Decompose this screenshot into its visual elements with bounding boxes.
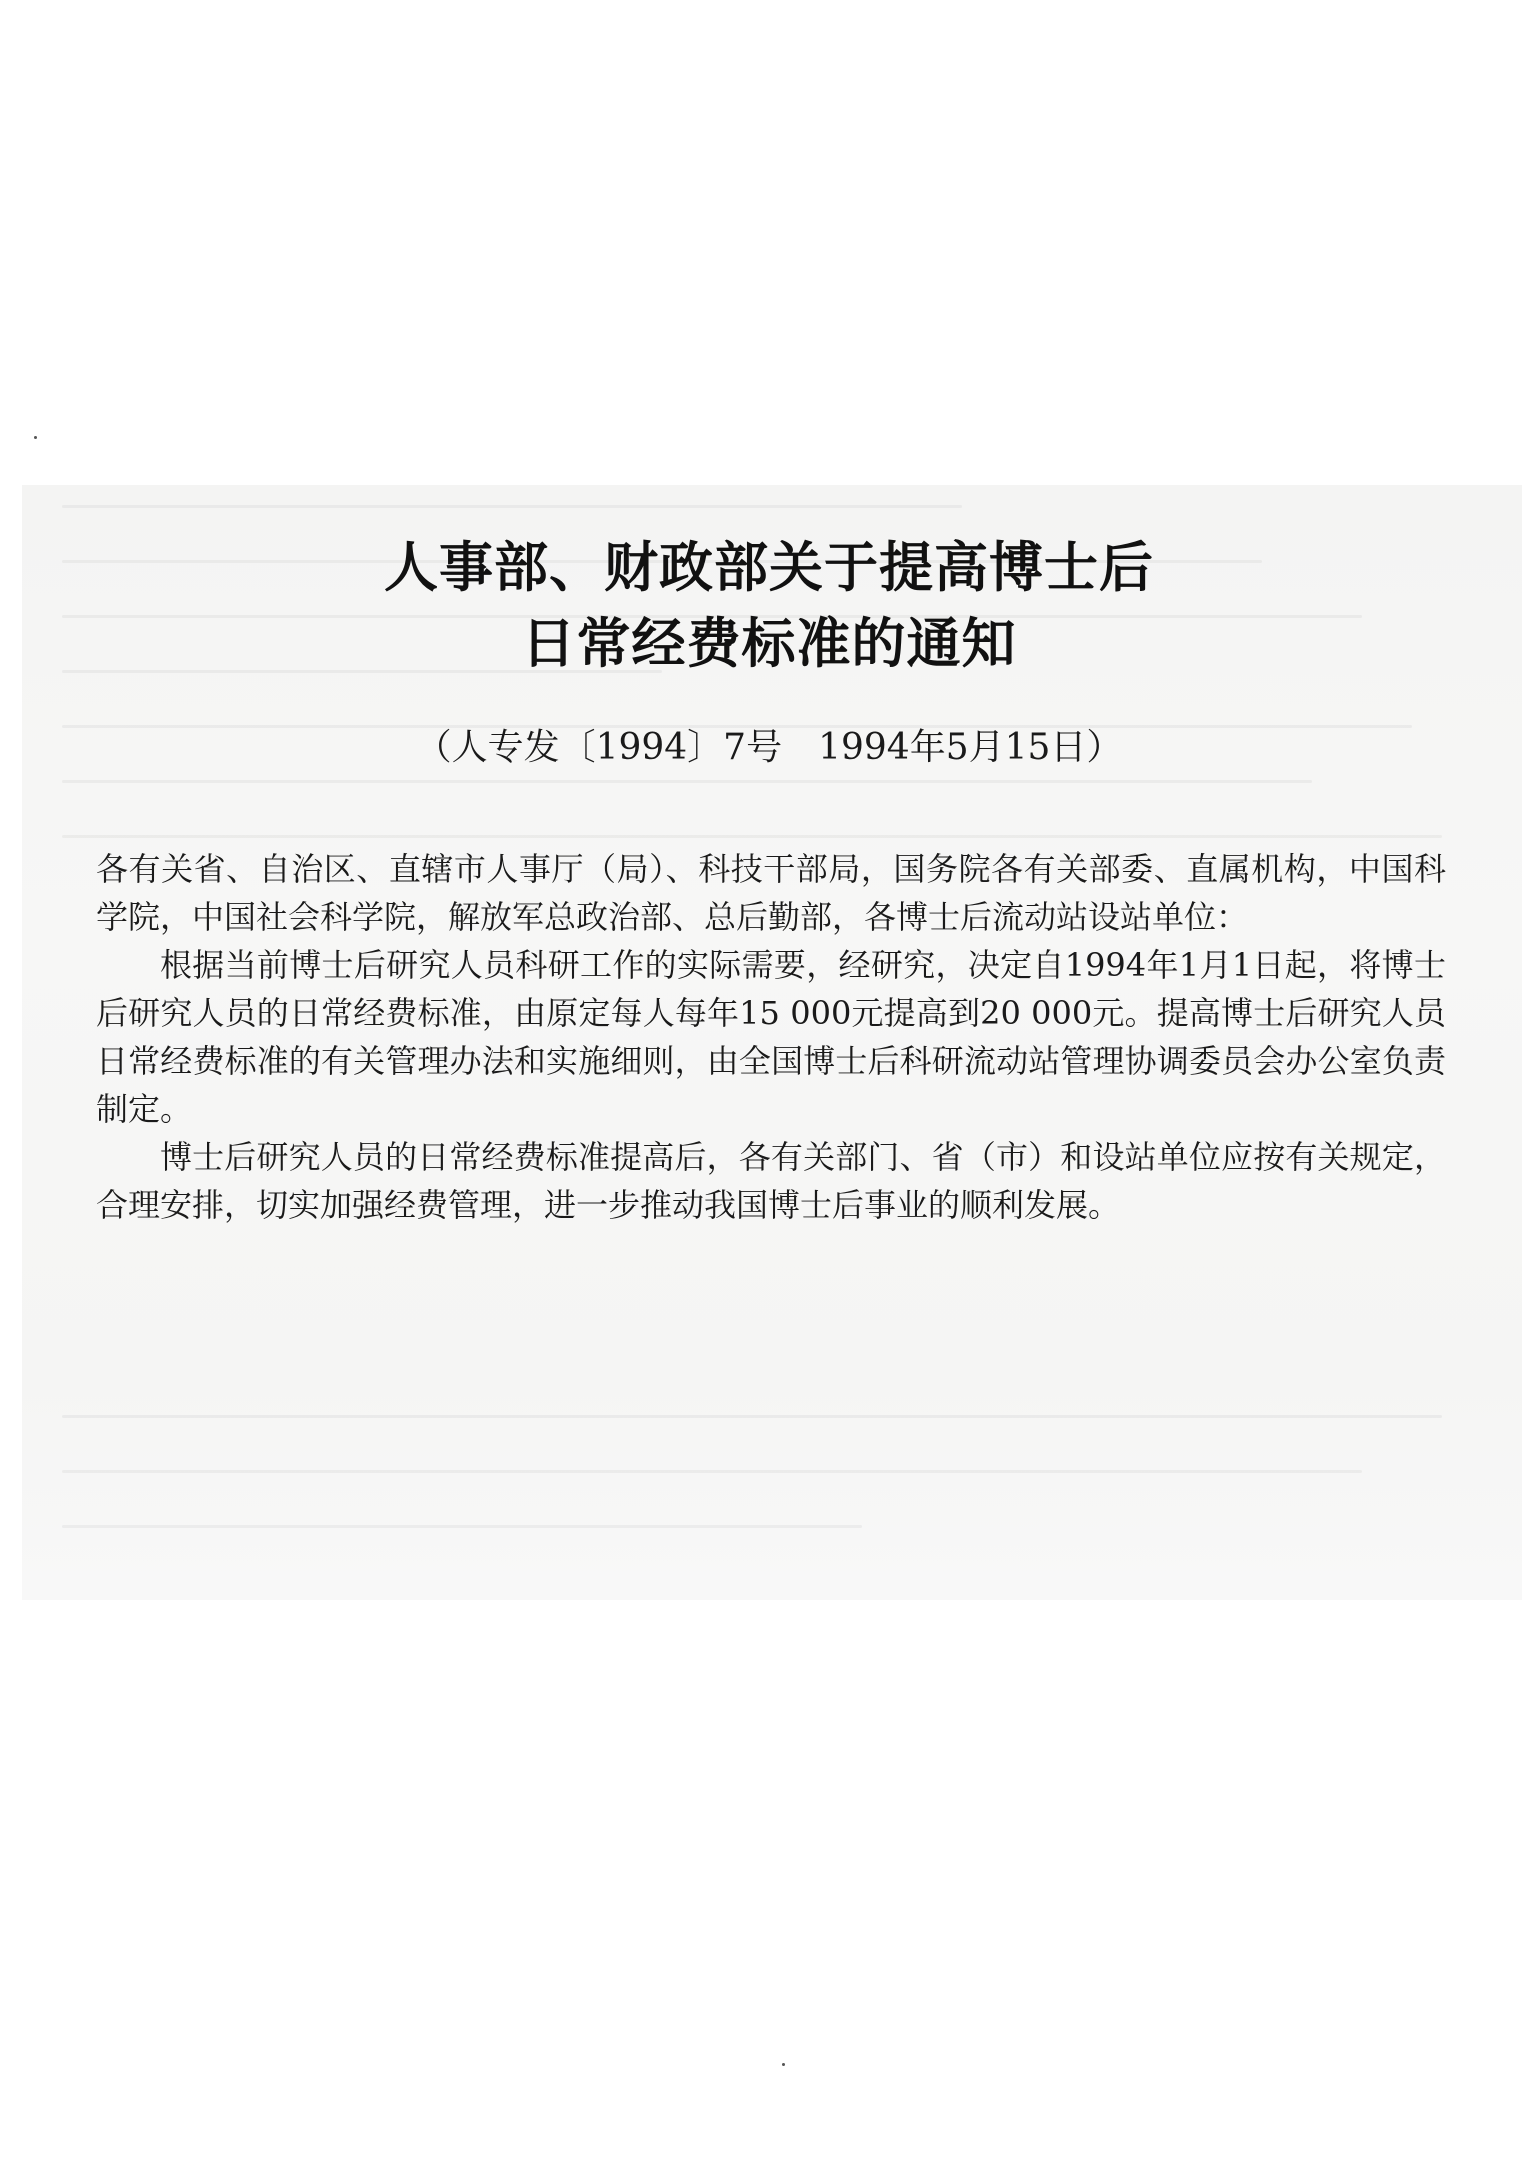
- stray-mark: [782, 2063, 785, 2066]
- bleed-through-line: [62, 1415, 1442, 1418]
- bleed-through-line: [62, 835, 1442, 838]
- document-body: [96, 845, 1446, 1229]
- stray-mark: [34, 436, 37, 439]
- title-line-1: 人事部、财政部关于提高博士后: [384, 535, 1154, 599]
- title-line-2: 日常经费标准的通知: [521, 611, 1017, 675]
- bleed-through-line: [62, 1470, 1362, 1473]
- bleed-through-line: [62, 505, 962, 508]
- document-number-and-date: （人专发〔1994〕7号 1994年5月15日）: [415, 727, 1123, 768]
- addressee-paragraph: 各有关省、自治区、直辖市人事厅（局）、科技干部局，国务院各有关部委、直属机构，中国科学院，中国社会科学院，解放军总政治部、总后勤部，各博士后流动站设站单位：: [96, 850, 1446, 936]
- body-paragraph-1: 根据当前博士后研究人员科研工作的实际需要，经研究，决定自1994年1月1日起，将博士后研究人员的日常经费标准，由原定每人每年15 000元提高到20 000元。提高博士后研究人员日常经费标准的有关管理办法和实施细则，由全国博士后科研流动站管理协调委员会办公室负责制定。: [96, 946, 1446, 1128]
- body-paragraph-2: 博士后研究人员的日常经费标准提高后，各有关部门、省（市）和设站单位应按有关规定，合理安排，切实加强经费管理，进一步推动我国博士后事业的顺利发展。: [96, 1138, 1446, 1224]
- bleed-through-line: [62, 1525, 862, 1528]
- bleed-through-line: [62, 780, 1312, 783]
